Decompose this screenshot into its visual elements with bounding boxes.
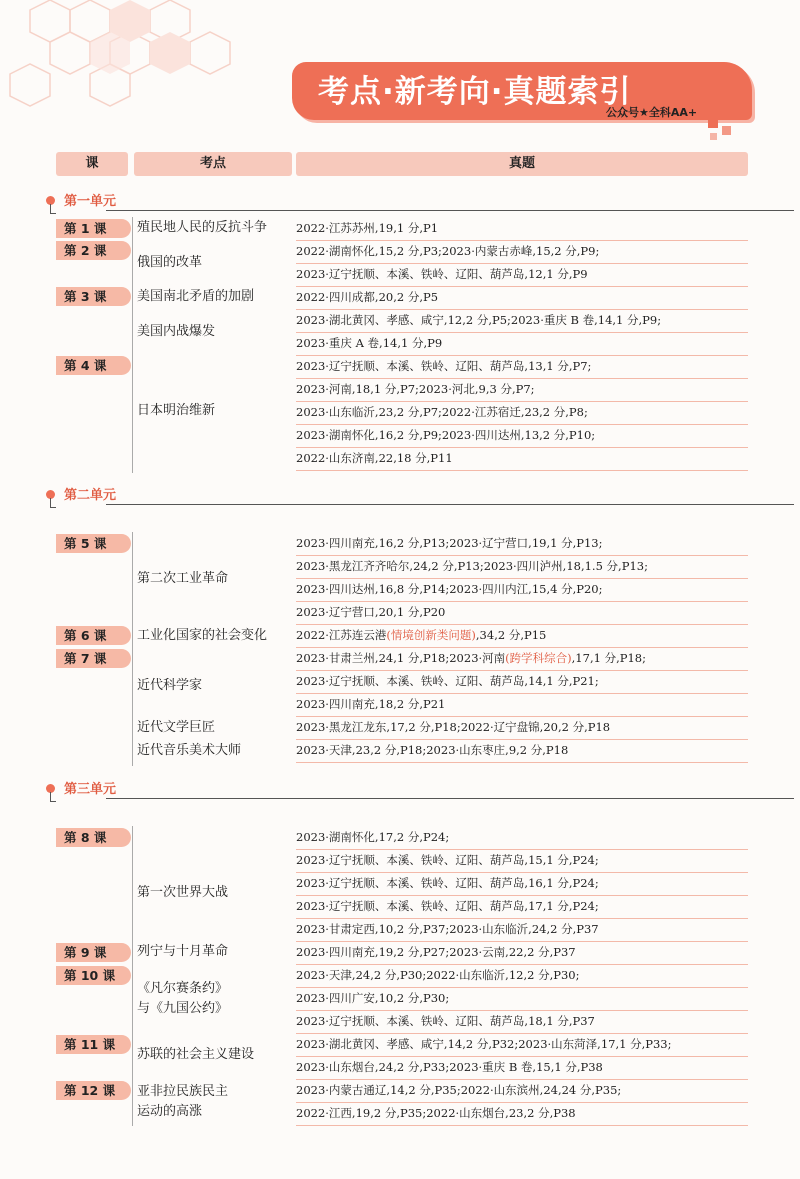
exam-row: 2023·四川南充,19,2 分,P27;2023·云南,22,2 分,P37 bbox=[296, 941, 748, 965]
exam-row: 2023·天津,23,2 分,P18;2023·山东枣庄,9,2 分,P18 bbox=[296, 739, 748, 763]
unit-label: 第一单元 bbox=[64, 194, 117, 209]
exam-row: 2022·山东济南,22,18 分,P11 bbox=[296, 447, 748, 471]
exam-row: 2023·四川南充,18,2 分,P21 bbox=[296, 693, 748, 717]
exam-row: 2022·四川成都,20,2 分,P5 bbox=[296, 286, 748, 310]
topic-label: 殖民地人民的反抗斗争 bbox=[137, 220, 268, 235]
topic-label: 近代科学家 bbox=[137, 678, 203, 693]
column-header-lesson: 课 bbox=[56, 152, 128, 176]
lesson-badge: 第 12 课 bbox=[56, 1081, 131, 1100]
topic-label: 美国内战爆发 bbox=[137, 324, 216, 339]
column-divider bbox=[132, 217, 133, 473]
topic-label: 苏联的社会主义建设 bbox=[137, 1047, 255, 1062]
lesson-badge: 第 7 课 bbox=[56, 649, 131, 668]
exam-row: 2023·湖北黄冈、孝感、咸宁,14,2 分,P32;2023·山东菏泽,17,1 分,P33; bbox=[296, 1033, 748, 1057]
exam-row: 2023·辽宁营口,20,1 分,P20 bbox=[296, 601, 748, 625]
exam-row: 2022·江苏连云港(情境创新类问题),34,2 分,P15 bbox=[296, 624, 748, 648]
exam-row: 2022·江苏苏州,19,1 分,P1 bbox=[296, 217, 748, 241]
lesson-badge: 第 10 课 bbox=[56, 966, 131, 985]
topic-label: 美国南北矛盾的加剧 bbox=[137, 289, 255, 304]
column-header-exam: 真题 bbox=[296, 152, 748, 176]
exam-row: 2023·山东烟台,24,2 分,P33;2023·重庆 B 卷,15,1 分,P38 bbox=[296, 1056, 748, 1080]
highlight-tag: (情境创新类问题) bbox=[386, 628, 476, 642]
lesson-badge: 第 5 课 bbox=[56, 534, 131, 553]
exam-row: 2023·湖北黄冈、孝感、咸宁,12,2 分,P5;2023·重庆 B 卷,14,1 分,P9; bbox=[296, 309, 748, 333]
exam-row: 2023·辽宁抚顺、本溪、铁岭、辽阳、葫芦岛,15,1 分,P24; bbox=[296, 849, 748, 873]
lesson-badge: 第 4 课 bbox=[56, 356, 131, 375]
exam-row: 2023·辽宁抚顺、本溪、铁岭、辽阳、葫芦岛,13,1 分,P7; bbox=[296, 355, 748, 379]
exam-row: 2023·山东临沂,23,2 分,P7;2022·江苏宿迁,23,2 分,P8; bbox=[296, 401, 748, 425]
column-header-topic: 考点 bbox=[134, 152, 292, 176]
page-title: 考点·新考向·真题索引 bbox=[318, 74, 632, 110]
exam-row: 2023·辽宁抚顺、本溪、铁岭、辽阳、葫芦岛,17,1 分,P24; bbox=[296, 895, 748, 919]
topic-label: 第一次世界大战 bbox=[137, 885, 229, 900]
topic-label: 近代文学巨匠 bbox=[137, 720, 216, 735]
exam-row: 2023·黑龙江齐齐哈尔,24,2 分,P13;2023·四川泸州,18,1.5 分,P13; bbox=[296, 555, 748, 579]
unit-label: 第三单元 bbox=[64, 782, 117, 797]
exam-row: 2023·甘肃兰州,24,1 分,P18;2023·河南(跨学科综合),17,1 分,P18; bbox=[296, 647, 748, 671]
unit-label: 第二单元 bbox=[64, 488, 117, 503]
topic-label: 日本明治维新 bbox=[137, 403, 216, 418]
highlight-tag: (跨学科综合) bbox=[505, 651, 572, 665]
exam-row: 2023·湖南怀化,17,2 分,P24; bbox=[296, 826, 748, 850]
topic-label: 运动的高涨 bbox=[137, 1104, 203, 1119]
exam-row: 2023·天津,24,2 分,P30;2022·山东临沂,12,2 分,P30; bbox=[296, 964, 748, 988]
decor-square bbox=[710, 133, 717, 140]
banner-subtitle: 公众号★全科AA+ bbox=[606, 106, 698, 119]
exam-row: 2023·重庆 A 卷,14,1 分,P9 bbox=[296, 332, 748, 356]
exam-row: 2023·河南,18,1 分,P7;2023·河北,9,3 分,P7; bbox=[296, 378, 748, 402]
decor-square bbox=[708, 118, 718, 128]
exam-row: 2023·辽宁抚顺、本溪、铁岭、辽阳、葫芦岛,14,1 分,P21; bbox=[296, 670, 748, 694]
exam-row: 2023·黑龙江龙东,17,2 分,P18;2022·辽宁盘锦,20,2 分,P18 bbox=[296, 716, 748, 740]
exam-row: 2023·四川南充,16,2 分,P13;2023·辽宁营口,19,1 分,P13; bbox=[296, 532, 748, 556]
topic-label: 工业化国家的社会变化 bbox=[137, 628, 268, 643]
exam-row: 2022·江西,19,2 分,P35;2022·山东烟台,23,2 分,P38 bbox=[296, 1102, 748, 1126]
topic-label: 列宁与十月革命 bbox=[137, 944, 229, 959]
exam-row: 2023·辽宁抚顺、本溪、铁岭、辽阳、葫芦岛,18,1 分,P37 bbox=[296, 1010, 748, 1034]
topic-label: 近代音乐美术大师 bbox=[137, 743, 242, 758]
lesson-badge: 第 1 课 bbox=[56, 219, 131, 238]
topic-label: 与《九国公约》 bbox=[137, 1001, 229, 1016]
exam-row: 2023·湖南怀化,16,2 分,P9;2023·四川达州,13,2 分,P10; bbox=[296, 424, 748, 448]
decor-square bbox=[730, 114, 736, 120]
exam-row: 2023·四川达州,16,8 分,P14;2023·四川内江,15,4 分,P20; bbox=[296, 578, 748, 602]
exam-row: 2022·湖南怀化,15,2 分,P3;2023·内蒙古赤峰,15,2 分,P9; bbox=[296, 240, 748, 264]
column-divider bbox=[132, 826, 133, 1126]
lesson-badge: 第 6 课 bbox=[56, 626, 131, 645]
exam-row: 2023·辽宁抚顺、本溪、铁岭、辽阳、葫芦岛,12,1 分,P9 bbox=[296, 263, 748, 287]
lesson-badge: 第 2 课 bbox=[56, 241, 131, 260]
lesson-badge: 第 11 课 bbox=[56, 1035, 131, 1054]
exam-row: 2023·内蒙古通辽,14,2 分,P35;2022·山东滨州,24,24 分,P35; bbox=[296, 1079, 748, 1103]
exam-row: 2023·甘肃定西,10,2 分,P37;2023·山东临沂,24,2 分,P37 bbox=[296, 918, 748, 942]
decor-square bbox=[722, 126, 731, 135]
lesson-badge: 第 8 课 bbox=[56, 828, 131, 847]
hexagon-pattern bbox=[0, 0, 300, 130]
lesson-badge: 第 3 课 bbox=[56, 287, 131, 306]
topic-label: 第二次工业革命 bbox=[137, 571, 229, 586]
column-divider bbox=[132, 532, 133, 766]
topic-label: 亚非拉民族民主 bbox=[137, 1084, 229, 1099]
topic-label: 《凡尔赛条约》 bbox=[137, 981, 229, 996]
exam-row: 2023·四川广安,10,2 分,P30; bbox=[296, 987, 748, 1011]
lesson-badge: 第 9 课 bbox=[56, 943, 131, 962]
topic-label: 俄国的改革 bbox=[137, 255, 203, 270]
exam-row: 2023·辽宁抚顺、本溪、铁岭、辽阳、葫芦岛,16,1 分,P24; bbox=[296, 872, 748, 896]
